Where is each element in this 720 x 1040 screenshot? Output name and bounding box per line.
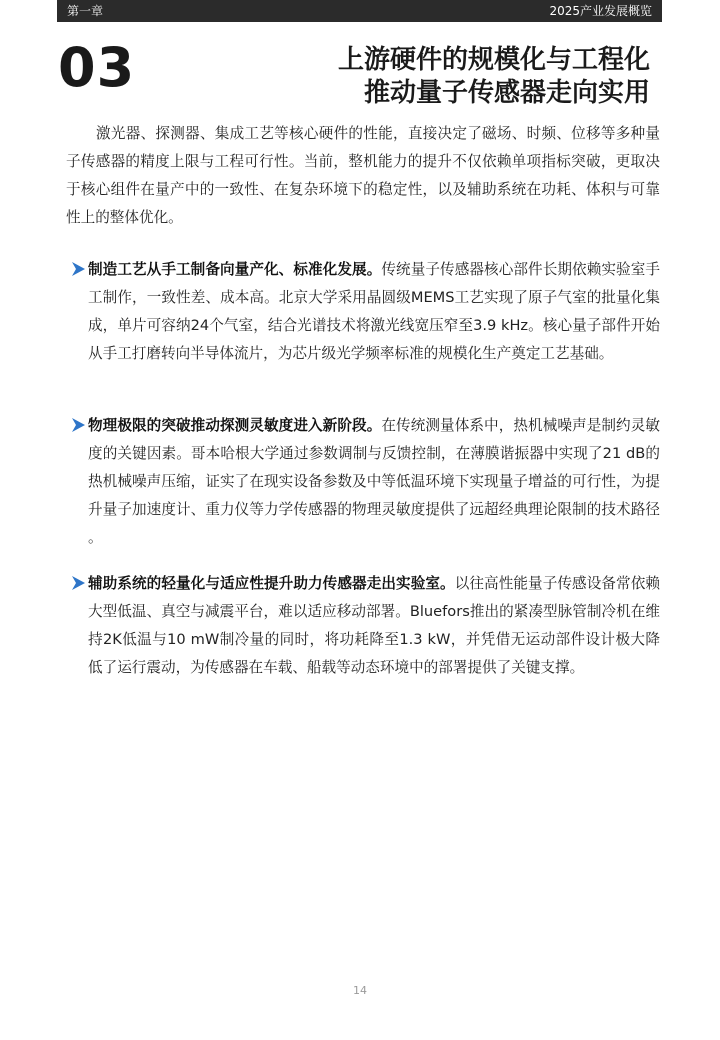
bullet-lead: 辅助系统的轻量化与适应性提升助力传感器走出实验室。 xyxy=(88,575,455,592)
bullet-text xyxy=(70,412,660,552)
bullet-point-sensitivity xyxy=(70,412,660,552)
chevron-arrow-icon xyxy=(70,575,86,591)
bullet-body: 传统量子传感器核心部件长期依赖实验室手工制作，一致性差、成本高。北京大学采用晶圆级MEMS工艺实现了原子气室的批量化集成，单片可容纳24个气室，结合光谱技术将激光线宽压窄至3.9 kHz。核心量子部件开始从手工打磨转向半导体流片，为芯片级光学频率标准的规模化生产奠定工艺基础。 xyxy=(88,261,660,362)
bullet-lead: 物理极限的突破推动探测灵敏度进入新阶段。 xyxy=(88,417,382,434)
chapter-label: 第一章 xyxy=(67,4,104,18)
bullet-point-auxiliary xyxy=(70,570,660,682)
bullet-text xyxy=(70,256,660,368)
section-title-line1: 上游硬件的规模化与工程化 xyxy=(337,45,650,75)
section-title xyxy=(338,44,650,110)
bullet-body: 以往高性能量子传感设备常依赖大型低温、真空与减震平台，难以适应移动部署。Bluefors推出的紧凑型脉管制冷机在维持2K低温与10 mW制冷量的同时，将功耗降至1.3 kW，并凭借无运动部件设计极大降低了运行震动，为传感器在车载、船载等动态环境中的部署提供了关键支撑。 xyxy=(88,575,660,676)
bullet-body: 在传统测量体系中，热机械噪声是制约灵敏度的关键因素。哥本哈根大学通过参数调制与反馈控制，在薄膜谐振器中实现了21 dB的热机械噪声压缩，证实了在现实设备参数及中等低温环境下实现量子增益的可行性，为提升量子加速度计、重力仪等力学传感器的物理灵敏度提供了远超经典理论限制的技术路径 。 xyxy=(88,417,660,546)
bullet-text xyxy=(70,570,660,682)
section-title-line2: 推动量子传感器走向实用 xyxy=(363,78,650,108)
chevron-arrow-icon xyxy=(70,417,86,433)
intro-paragraph: 激光器、探测器、集成工艺等核心硬件的性能，直接决定了磁场、时频、位移等多种量子传感器的精度上限与工程可行性。当前，整机能力的提升不仅依赖单项指标突破，更取决于核心组件在量产中的一致性、在复杂环境下的稳定性，以及辅助系统在功耗、体积与可靠性上的整体优化。 xyxy=(66,125,660,226)
report-title: 2025产业发展概览 xyxy=(549,4,652,18)
bullet-lead: 制造工艺从手工制备向量产化、标准化发展。 xyxy=(88,261,382,278)
header-bar xyxy=(57,0,662,22)
bullet-point-manufacturing xyxy=(70,256,660,368)
page-number: 14 xyxy=(353,984,367,997)
chevron-arrow-icon xyxy=(70,261,86,277)
section-number: 03 xyxy=(58,36,136,99)
